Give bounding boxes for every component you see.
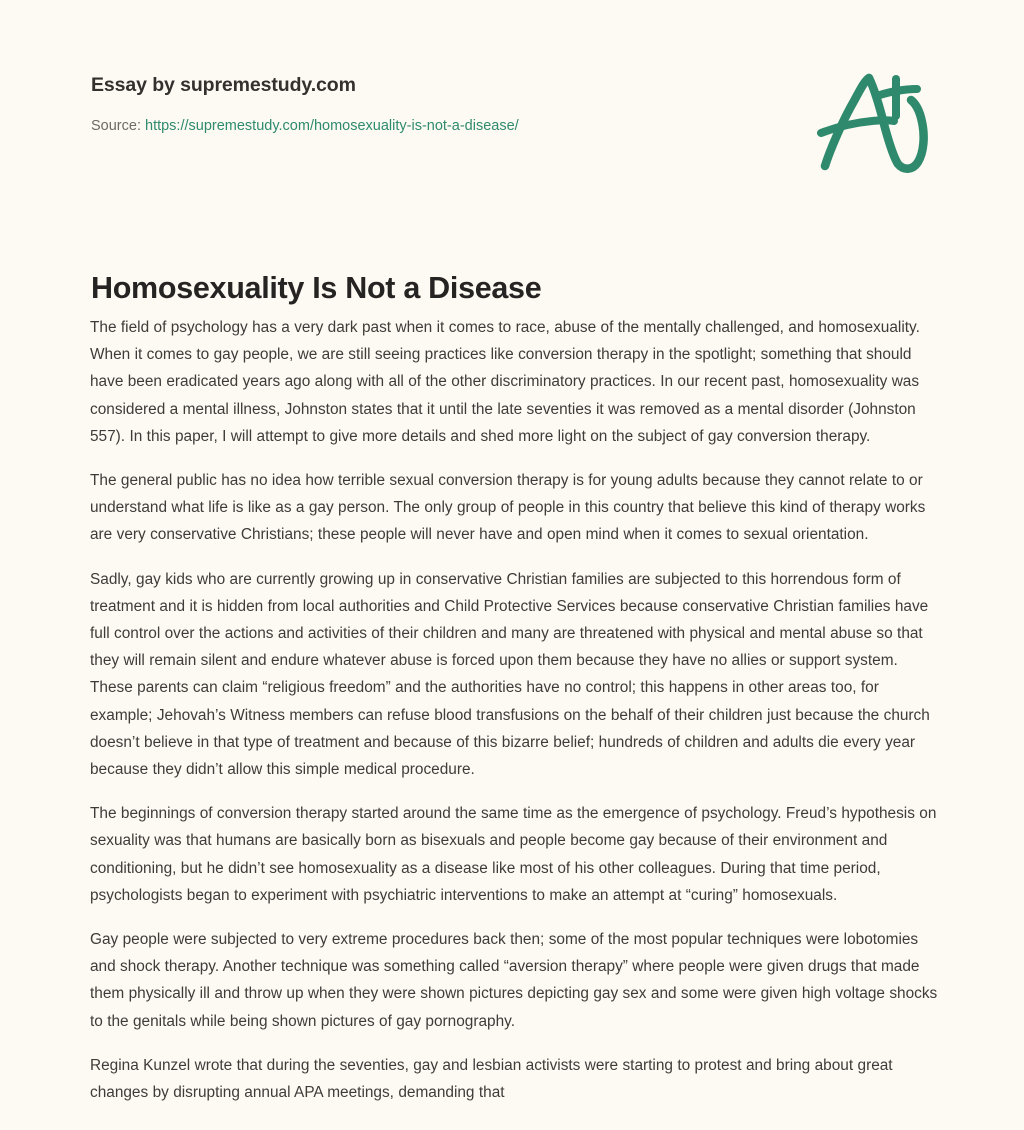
page-header bbox=[91, 72, 791, 136]
a-plus-logo[interactable] bbox=[812, 70, 936, 176]
source-url-link[interactable]: https://supremestudy.com/homosexuality-is-not-a-disease/ bbox=[145, 118, 519, 134]
paragraph: The beginnings of conversion therapy started around the same time as the emergence of psychology. Freud’s hypothesis on sexuality was that humans are basically born as bisexuals and people become gay because of their environment and conditioning, but he didn’t see homosexuality as a disease like most of his other colleagues. During that time period, psychologists began to experiment with psychiatric interventions to make an attempt at “curing” homosexuals. bbox=[90, 805, 937, 904]
paragraph: Regina Kunzel wrote that during the seventies, gay and lesbian activists were starting to protest and bring about great changes by disrupting annual APA meetings, demanding that bbox=[90, 1056, 893, 1102]
paragraph: Gay people were subjected to very extreme procedures back then; some of the most popular techniques were lobotomies and shock therapy. Another technique was something called “aversion therapy” where people were given drugs that made them physically ill and throw up when they were shown pictures depicting gay sex and some were given high voltage shocks to the genitals while being shown pictures of gay pornography. bbox=[90, 931, 938, 1030]
page-title: Homosexuality Is Not a Disease bbox=[91, 271, 542, 306]
a-plus-logo-icon bbox=[812, 70, 936, 176]
paragraph: The general public has no idea how terrible sexual conversion therapy is for young adults because they cannot relate to or understand what life is like as a gay person. The only group of people in this country that believe this kind of therapy works are very conservative Christians; these people will never have and open mind when it comes to sexual orientation. bbox=[90, 472, 926, 544]
brand-attribution: Essay by supremestudy.com bbox=[91, 74, 356, 96]
essay-body bbox=[90, 314, 938, 1106]
source-label: Source: bbox=[91, 118, 145, 134]
paragraph: Sadly, gay kids who are currently growing up in conservative Christian families are subjected to this horrendous form of treatment and it is hidden from local authorities and Child Protective Services because conservative Christian families have full control over the actions and activities of their children and many are threatened with physical and mental abuse so that they will remain silent and endure whatever abuse is forced upon them because they have no allies or support system. These parents can claim “religious freedom” and the authorities have no control; this happens in other areas too, for example; Jehovah’s Witness members can refuse blood transfusions on the behalf of their children just because the church doesn’t believe in that type of treatment and because of this bizarre belief; hundreds of children and adults die every year because they didn’t allow this simple medical procedure. bbox=[90, 570, 930, 779]
paragraph: The field of psychology has a very dark past when it comes to race, abuse of the mentally challenged, and homosexuality. When it comes to gay people, we are still seeing practices like conversion therapy in the spotlight; something that should have been eradicated years ago along with all of the other discriminatory practices. In our recent past, homosexuality was considered a mental illness, Johnston states that it until the late seventies it was removed as a mental disorder (Johnston 557). In this paper, I will attempt to give more details and shed more light on the subject of gay conversion therapy. bbox=[90, 319, 920, 445]
source-line bbox=[91, 116, 791, 136]
